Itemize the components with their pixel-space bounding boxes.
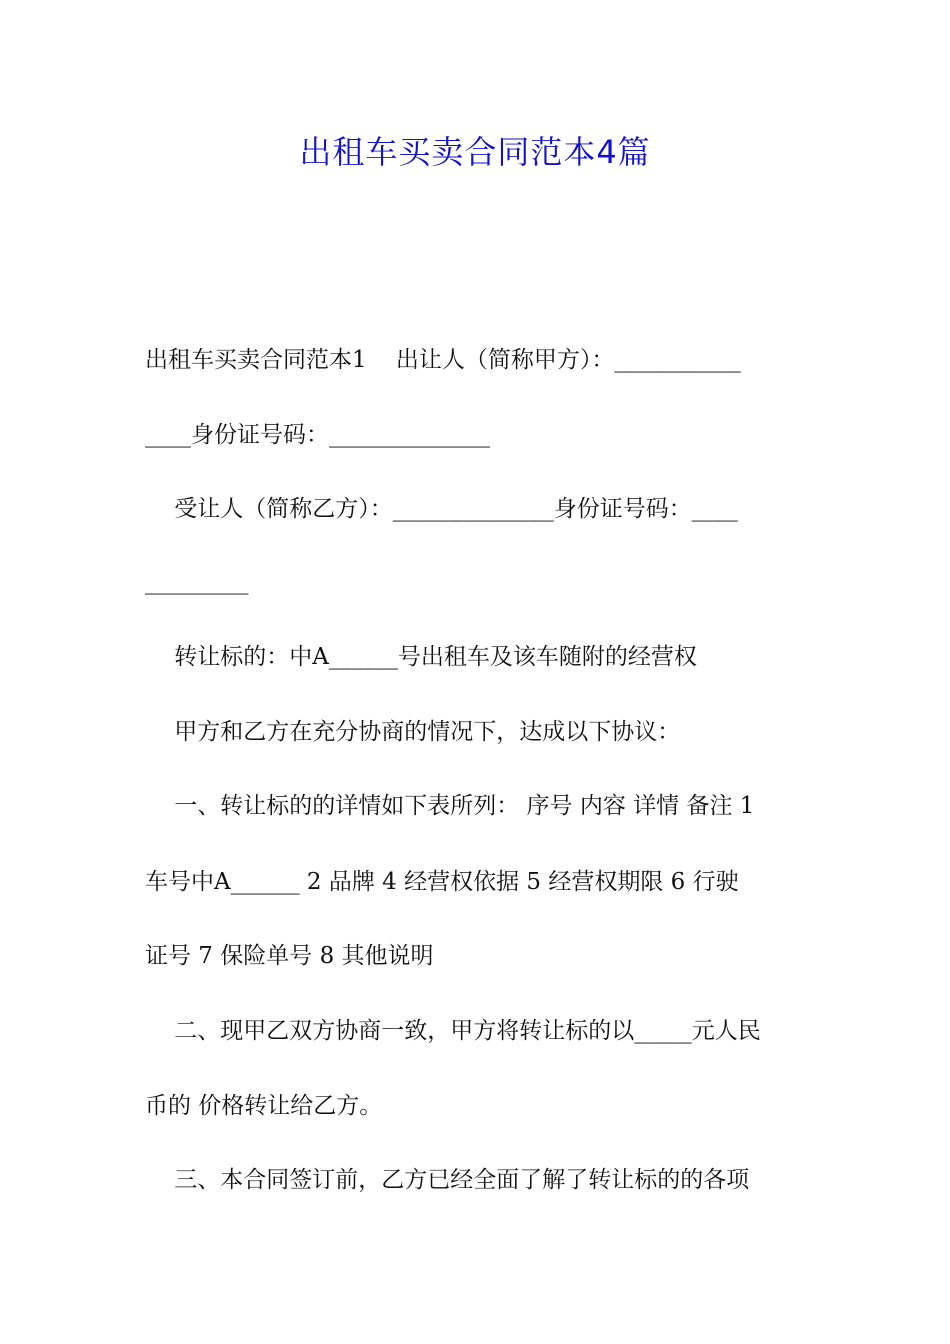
contract-line-4: _________	[145, 569, 249, 595]
contract-line-8: 车号中A______ 2 品牌 4 经营权依据 5 经营权期限 6 行驶	[145, 869, 739, 895]
contract-line-7: 一、转让标的的详情如下表所列： 序号 内容 详情 备注 1	[145, 793, 755, 819]
contract-line-6: 甲方和乙方在充分协商的情况下，达成以下协议：	[145, 719, 681, 745]
contract-line-12: 三、本合同签订前，乙方已经全面了解了转让标的的各项	[145, 1167, 750, 1193]
document-title: 出租车买卖合同范本4篇	[299, 133, 651, 171]
contract-line-5: 转让标的：中A______号出租车及该车随附的经营权	[145, 644, 697, 670]
contract-line-10: 二、现甲乙双方协商一致，甲方将转让标的以_____元人民	[145, 1018, 761, 1044]
contract-line-2: ____身份证号码：______________	[145, 422, 490, 448]
contract-line-11: 币的 价格转让给乙方。	[145, 1093, 383, 1119]
contract-line-9: 证号 7 保险单号 8 其他说明	[145, 943, 434, 969]
contract-line-1: 出租车买卖合同范本1 出让人（简称甲方）：___________	[145, 347, 741, 373]
contract-line-3: 受让人（简称乙方）：______________身份证号码：____	[145, 496, 738, 522]
